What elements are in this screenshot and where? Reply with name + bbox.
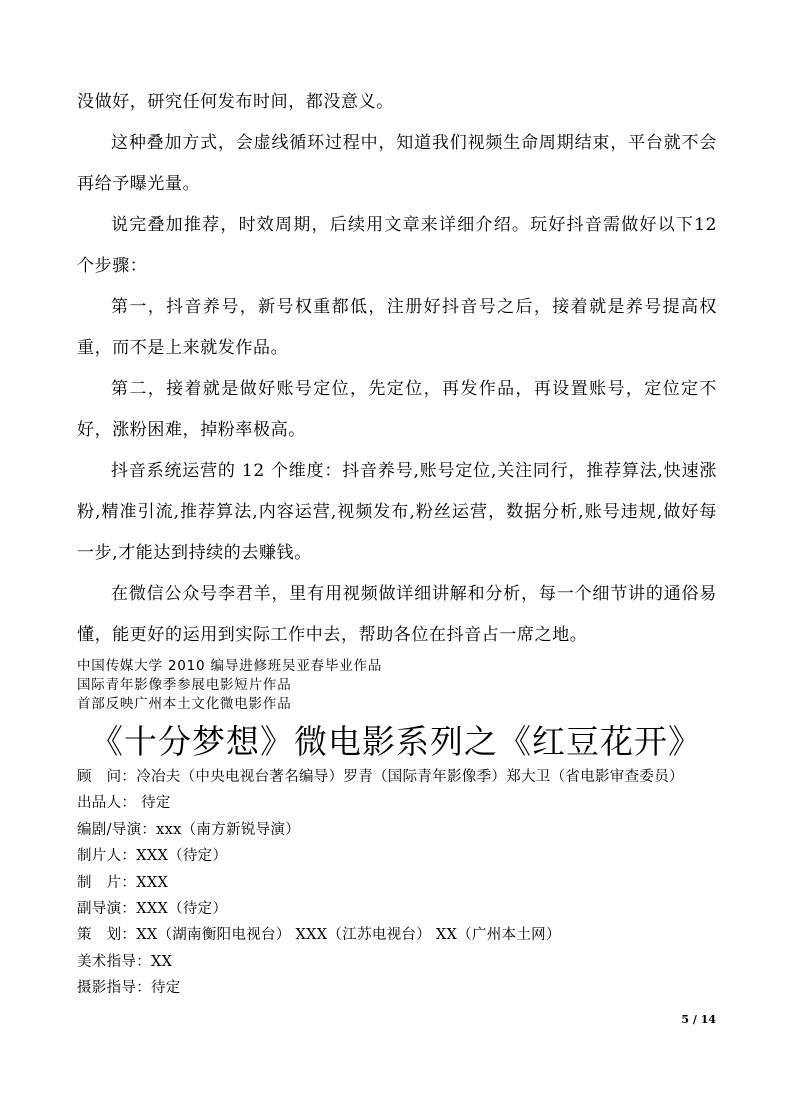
credit-line: 顾 问：冷冶夫（中央电视台著名编导）罗青（国际青年影像季）郑大卫（省电影审查委员） [77, 769, 684, 785]
page-number: 5 / 14 [681, 1013, 716, 1026]
intro-line: 首部反映广州本土文化微电影作品 [77, 696, 292, 712]
credit-line: 制片人：XXX（待定） [77, 848, 228, 865]
body-text [77, 82, 717, 656]
credit-line: 编剧/导演：xxx（南方新锐导演） [77, 821, 301, 838]
intro-line: 中国传媒大学 2010 编导进修班吴亚春毕业作品 [77, 658, 383, 674]
credit-line: 摄影指导：待定 [77, 980, 181, 997]
film-intro-lines [77, 657, 717, 714]
paragraph: 说完叠加推荐，时效周期，后续用文章来详细介绍。玩好抖音需做好以下12 个步骤： [77, 215, 717, 276]
film-title: 《十分梦想》微电影系列之《红豆花开》 [90, 722, 702, 761]
credit-line: 副导演：XXX（待定） [77, 901, 228, 918]
paragraph: 第二，接着就是做好账号定位，先定位，再发作品，再设置账号，定位定不好，涨粉困难，掉粉率极高。 [77, 379, 717, 440]
paragraph: 这种叠加方式，会虚线循环过程中，知道我们视频生命周期结束，平台就不会再给予曝光量。 [77, 133, 717, 194]
intro-line: 国际青年影像季参展电影短片作品 [77, 677, 292, 693]
credit-line: 出品人： 待定 [77, 795, 171, 812]
credit-line: 制 片：XXX [77, 874, 169, 891]
paragraph: 抖音系统运营的 12 个维度：抖音养号,账号定位,关注同行，推荐算法,快速涨粉,精准引流,推荐算法,内容运营,视频发布,粉丝运营，数据分析,账号违规,做好每一步,才能达到持续的去赚钱。 [77, 461, 717, 563]
credits-list [77, 764, 727, 1002]
paragraph: 在微信公众号李君羊，里有用视频做详细讲解和分析，每一个细节讲的通俗易懂，能更好的运用到实际工作中去，帮助各位在抖音占一席之地。 [77, 584, 717, 645]
paragraph: 第一，抖音养号，新号权重都低，注册好抖音号之后，接着就是养号提高权重，而不是上来就发作品。 [77, 297, 717, 358]
credit-line: 策 划：XX（湖南衡阳电视台） XXX（江苏电视台） XX（广州本土网） [77, 927, 561, 944]
paragraph: 没做好，研究任何发布时间，都没意义。 [77, 92, 394, 112]
credit-line: 美术指导：XX [77, 953, 173, 970]
